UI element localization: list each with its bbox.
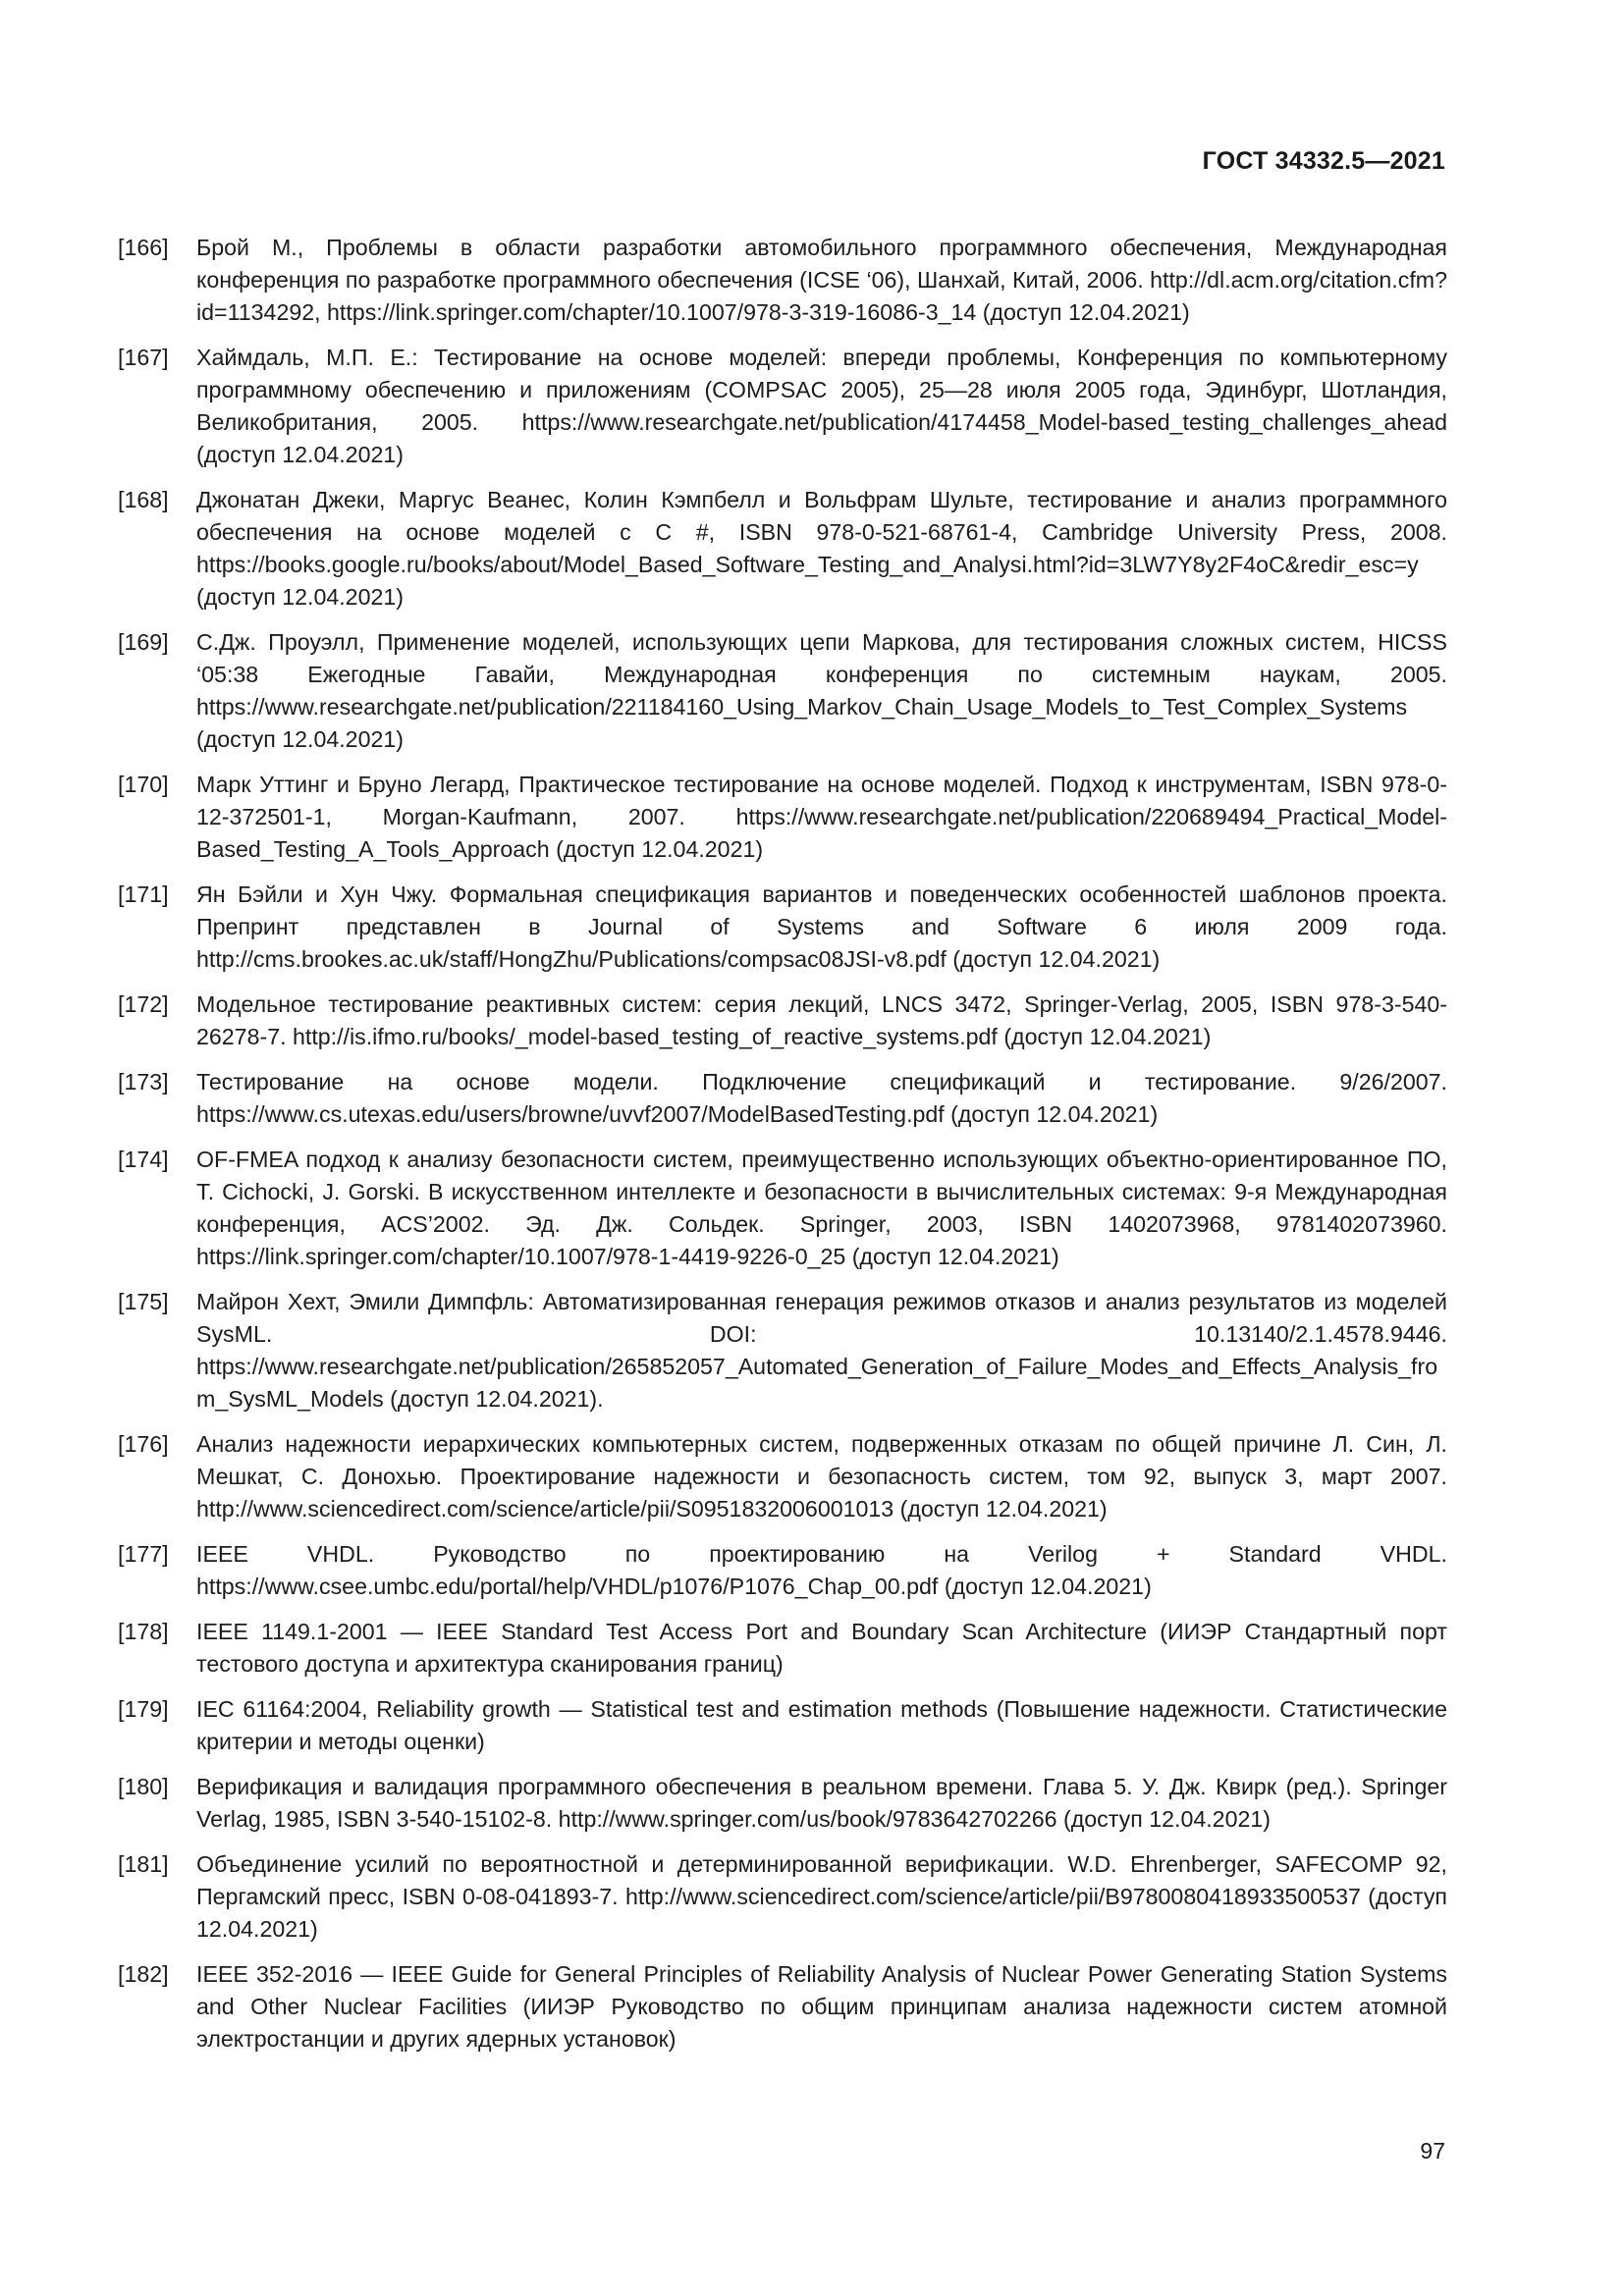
reference-number: [175] bbox=[118, 1289, 169, 1314]
reference-number: [172] bbox=[118, 991, 169, 1017]
reference-item bbox=[118, 1848, 1447, 1946]
reference-item bbox=[118, 988, 1447, 1053]
reference-item bbox=[118, 1771, 1447, 1836]
reference-number: [168] bbox=[118, 487, 169, 512]
document-header-standard-code: ГОСТ 34332.5—2021 bbox=[1202, 147, 1445, 175]
reference-text: IEEE 352-2016 — IEEE Guide for General Principles of Reliability Analysis of Nuclear Power Generating Station Systems and Other Nuclear Facilities (ИИЭР Руководство по общим принципам анализа надежности систем атомной электростанции и других ядерных установок) bbox=[196, 1961, 1447, 2052]
reference-number: [169] bbox=[118, 629, 169, 655]
reference-item bbox=[118, 232, 1447, 329]
reference-text: IEEE 1149.1-2001 — IEEE Standard Test Access Port and Boundary Scan Architecture (ИИЭР Стандартный порт тестового доступа и архитектура сканирования границ) bbox=[196, 1619, 1447, 1677]
reference-item bbox=[118, 1286, 1447, 1415]
reference-item bbox=[118, 1428, 1447, 1525]
reference-number: [182] bbox=[118, 1961, 169, 1987]
reference-text: Тестирование на основе модели. Подключение спецификаций и тестирование. 9/26/2007. https://www.cs.utexas.edu/users/browne/uvvf2007/ModelBasedTesting.pdf (доступ 12.04.2021) bbox=[196, 1069, 1447, 1127]
reference-text: Джонатан Джеки, Маргус Веанес, Колин Кэмпбелл и Вольфрам Шульте, тестирование и анализ программного обеспечения на основе моделей с C #, ISBN 978-0-521-68761-4, Cambridge University Press, 2008. https://books.google.ru/books/about/Model_Based_Software_Testing_and_Analysi.html?id=3LW7Y8y2F4oC&redir_esc=y (доступ 12.04.2021) bbox=[196, 487, 1447, 610]
reference-text: Брой М., Проблемы в области разработки автомобильного программного обеспечения, Международная конференция по разработке программного обеспечения (ICSE ‘06), Шанхай, Китай, 2006. http://dl.acm.org/citation.cfm?id=1134292, https://link.springer.com/chapter/10.1007/978-3-319-16086-3_14 (доступ 12.04.2021) bbox=[196, 235, 1447, 325]
reference-number: [181] bbox=[118, 1851, 169, 1877]
reference-text: Модельное тестирование реактивных систем: серия лекций, LNCS 3472, Springer-Verlag, 2005, ISBN 978-3-540-26278-7. http://is.ifmo.ru/books/_model-based_testing_of_reactive_systems.pdf (доступ 12.04.2021) bbox=[196, 991, 1447, 1049]
reference-item bbox=[118, 1693, 1447, 1758]
reference-number: [179] bbox=[118, 1696, 169, 1722]
reference-text: IEC 61164:2004, Reliability growth — Statistical test and estimation methods (Повышение надежности. Статистические критерии и методы оценки) bbox=[196, 1696, 1447, 1754]
reference-number: [166] bbox=[118, 235, 169, 260]
reference-item bbox=[118, 484, 1447, 614]
reference-text: IEEE VHDL. Руководство по проектированию на Verilog + Standard VHDL. https://www.csee.umbc.edu/portal/help/VHDL/p1076/P1076_Chap_00.pdf (доступ 12.04.2021) bbox=[196, 1541, 1447, 1599]
reference-text: Объединение усилий по вероятностной и детерминированной верификации. W.D. Ehrenberger, SAFECOMP 92, Пергамский пресс, ISBN 0-08-041893-7. http://www.sciencedirect.com/science/article/pii/B9780080418933500537 (доступ 12.04.2021) bbox=[196, 1851, 1447, 1942]
reference-text: Верификация и валидация программного обеспечения в реальном времени. Глава 5. У. Дж. Квирк (ред.). Springer Verlag, 1985, ISBN 3-540-15102-8. http://www.springer.com/us/book/9783642702266 (доступ 12.04.2021) bbox=[196, 1774, 1447, 1832]
reference-item bbox=[118, 1958, 1447, 2056]
reference-item bbox=[118, 626, 1447, 756]
reference-number: [177] bbox=[118, 1541, 169, 1567]
reference-item bbox=[118, 1538, 1447, 1603]
reference-text: Ян Бэйли и Хун Чжу. Формальная спецификация вариантов и поведенческих особенностей шаблонов проекта. Препринт представлен в Journal of Systems and Software 6 июля 2009 года. http://cms.brookes.ac.uk/staff/HongZhu/Publications/compsac08JSI-v8.pdf (доступ 12.04.2021) bbox=[196, 881, 1447, 972]
reference-list bbox=[118, 232, 1447, 2068]
reference-text: Хаймдаль, М.П. Е.: Тестирование на основе моделей: впереди проблемы, Конференция по компьютерному программному обеспечению и приложениям (COMPSAC 2005), 25—28 июля 2005 года, Эдинбург, Шотландия, Великобритания, 2005. https://www.researchgate.net/publication/4174458_Model-based_testing_challenges_ahead (доступ 12.04.2021) bbox=[196, 345, 1447, 467]
reference-item bbox=[118, 1144, 1447, 1273]
reference-item bbox=[118, 879, 1447, 976]
reference-item bbox=[118, 1616, 1447, 1681]
reference-text: Майрон Хехт, Эмили Димпфль: Автоматизированная генерация режимов отказов и анализ результатов из моделей SysML. DOI: 10.13140/2.1.4578.9446. https://www.researchgate.net/publication/265852057_Automated_Generation_of_Failure_Modes_and_Effects_Analysis_from_SysML_Models (доступ 12.04.2021). bbox=[196, 1289, 1447, 1412]
reference-item bbox=[118, 1066, 1447, 1131]
reference-item bbox=[118, 769, 1447, 866]
reference-number: [180] bbox=[118, 1774, 169, 1799]
reference-number: [178] bbox=[118, 1619, 169, 1644]
reference-number: [173] bbox=[118, 1069, 169, 1095]
reference-text: Марк Уттинг и Бруно Легард, Практическое тестирование на основе моделей. Подход к инструментам, ISBN 978-0-12-372501-1, Morgan-Kaufmann, 2007. https://www.researchgate.net/publication/220689494_Practical_Model-Based_Testing_A_Tools_Approach (доступ 12.04.2021) bbox=[196, 772, 1447, 862]
reference-text: OF-FMEA подход к анализу безопасности систем, преимущественно использующих объектно-ориентированное ПО, T. Cichocki, J. Gorski. В искусственном интеллекте и безопасности в вычислительных системах: 9-я Международная конференция, ACS’2002. Эд. Дж. Сольдек. Springer, 2003, ISBN 1402073968, 9781402073960. https://link.springer.com/chapter/10.1007/978-1-4419-9226-0_25 (доступ 12.04.2021) bbox=[196, 1147, 1447, 1269]
reference-text: С.Дж. Проуэлл, Применение моделей, использующих цепи Маркова, для тестирования сложных систем, HICSS ‘05:38 Ежегодные Гавайи, Международная конференция по системным наукам, 2005. https://www.researchgate.net/publication/221184160_Using_Markov_Chain_Usage_Models_to_Test_Complex_Systems (доступ 12.04.2021) bbox=[196, 629, 1447, 752]
reference-number: [171] bbox=[118, 881, 169, 907]
reference-number: [174] bbox=[118, 1147, 169, 1172]
reference-text: Анализ надежности иерархических компьютерных систем, подверженных отказам по общей причине Л. Син, Л. Мешкат, С. Донохью. Проектирование надежности и безопасность систем, том 92, выпуск 3, март 2007. http://www.sciencedirect.com/science/article/pii/S0951832006001013 (доступ 12.04.2021) bbox=[196, 1431, 1447, 1522]
page-number: 97 bbox=[1420, 2138, 1445, 2163]
reference-number: [167] bbox=[118, 345, 169, 370]
reference-item bbox=[118, 342, 1447, 471]
reference-number: [176] bbox=[118, 1431, 169, 1457]
reference-number: [170] bbox=[118, 772, 169, 797]
